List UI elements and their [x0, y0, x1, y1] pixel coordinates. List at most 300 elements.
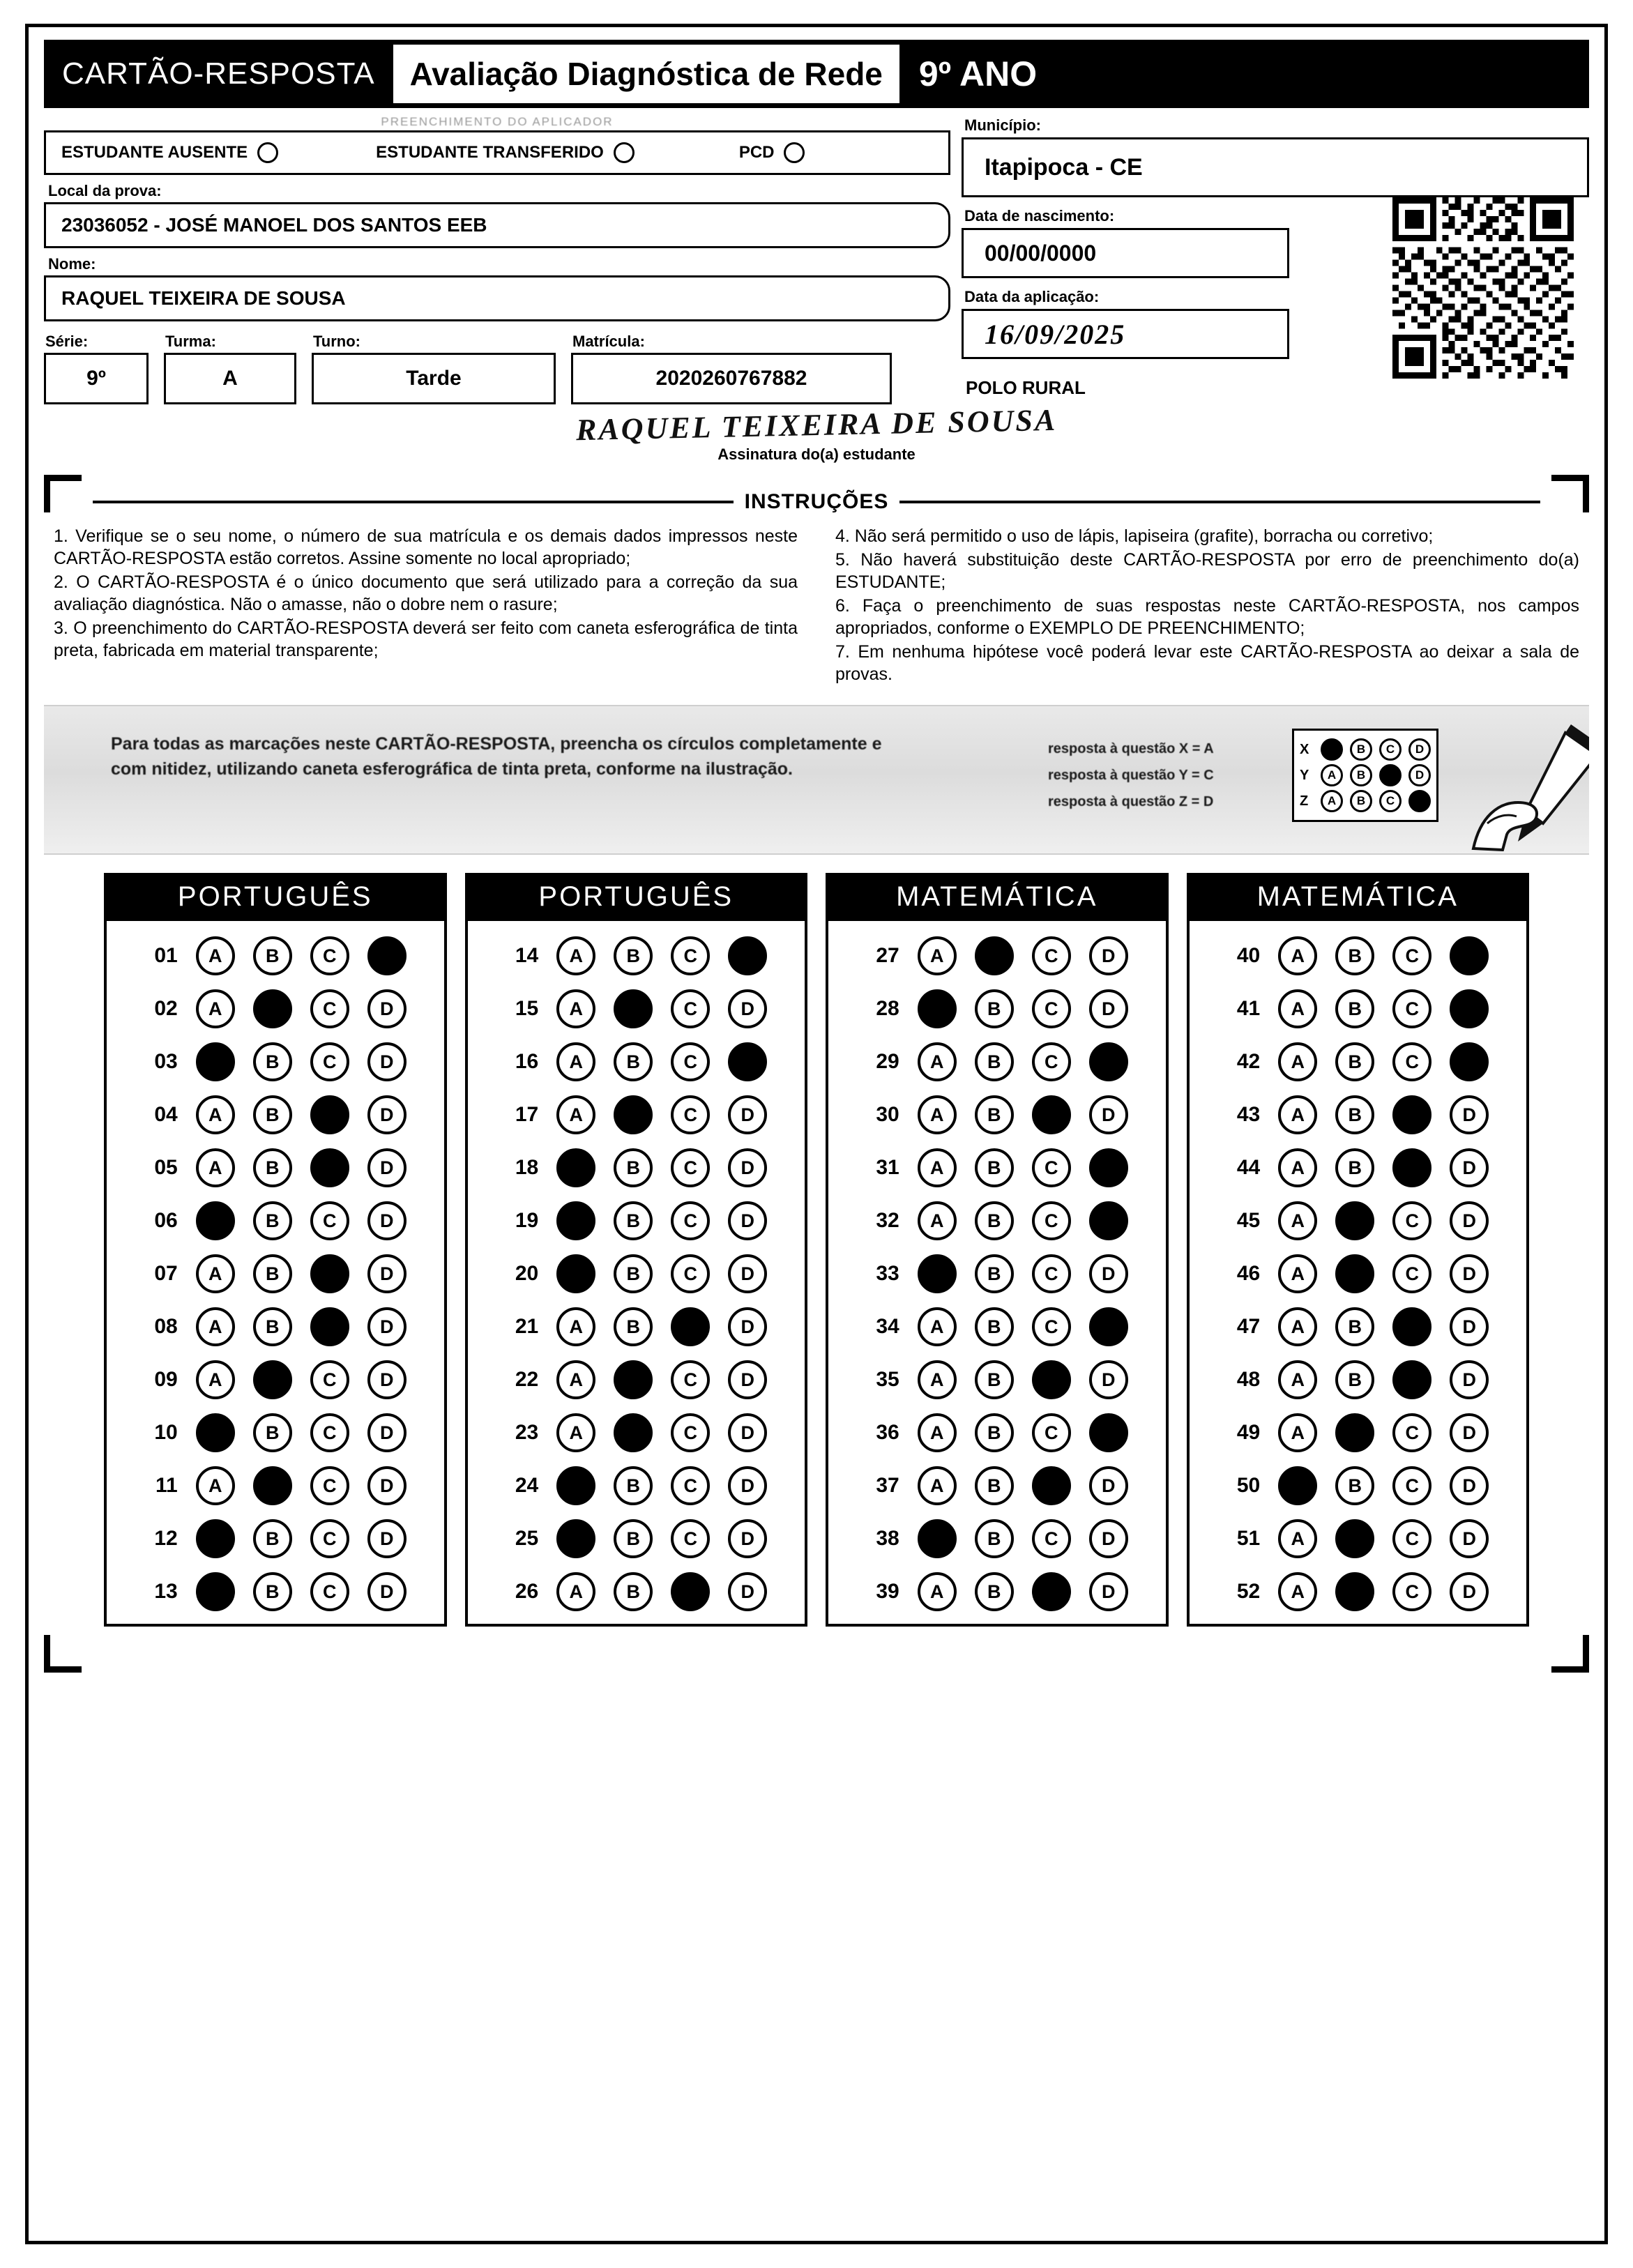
answer-bubble-c[interactable]: C: [671, 1360, 710, 1399]
answer-bubble-c[interactable]: C: [671, 1519, 710, 1558]
turma-cell: [164, 326, 296, 404]
answer-bubble-a[interactable]: A: [918, 936, 957, 975]
answer-column-3: [826, 873, 1169, 1627]
answer-bubble-c[interactable]: C: [1392, 1413, 1431, 1452]
answer-bubble-c[interactable]: C: [1032, 1572, 1071, 1611]
answer-bubble-b[interactable]: B: [253, 1307, 292, 1346]
turno-value: Tarde: [312, 353, 556, 404]
answer-row: [1197, 1148, 1520, 1187]
answer-bubble-a[interactable]: A: [196, 1201, 235, 1240]
answer-bubble-a[interactable]: A: [196, 1254, 235, 1293]
question-number: 04: [154, 1103, 178, 1126]
answer-bubble-a[interactable]: A: [556, 1148, 595, 1187]
question-number: 52: [1236, 1580, 1261, 1603]
answer-bubble-c[interactable]: C: [1392, 1307, 1431, 1346]
example-bubble: A: [1321, 764, 1343, 786]
answer-bubble-a[interactable]: A: [556, 1360, 595, 1399]
answer-bubble-b[interactable]: B: [975, 1413, 1014, 1452]
answer-bubble-a[interactable]: A: [196, 989, 235, 1028]
answer-bubble-c[interactable]: C: [671, 1254, 710, 1293]
answer-bubble-d[interactable]: D: [1089, 1201, 1128, 1240]
answer-bubble-c[interactable]: C: [1032, 1095, 1071, 1134]
answer-bubble-a[interactable]: A: [1278, 989, 1317, 1028]
answer-bubble-d[interactable]: D: [728, 1307, 767, 1346]
answer-bubble-c[interactable]: C: [1032, 936, 1071, 975]
answer-row: [1197, 1307, 1520, 1346]
answer-bubble-c[interactable]: C: [671, 1148, 710, 1187]
status-label-pcd: PCD: [738, 143, 775, 162]
answer-bubble-d[interactable]: D: [728, 1519, 767, 1558]
answer-bubble-d[interactable]: D: [367, 1042, 407, 1081]
answer-bubble-c[interactable]: C: [671, 1042, 710, 1081]
answer-bubble-c[interactable]: C: [1392, 1572, 1431, 1611]
answer-bubble-b[interactable]: B: [1335, 1254, 1374, 1293]
answer-bubble-b[interactable]: B: [1335, 989, 1374, 1028]
example-row-label: Y: [1300, 767, 1309, 783]
answer-bubble-b[interactable]: B: [975, 1572, 1014, 1611]
answer-bubble-a[interactable]: A: [1278, 1307, 1317, 1346]
answer-bubble-d[interactable]: D: [728, 1254, 767, 1293]
example-row-y: [1300, 764, 1431, 786]
answer-bubble-b[interactable]: B: [253, 1519, 292, 1558]
question-number: 36: [876, 1421, 899, 1444]
nome-value: RAQUEL TEIXEIRA DE SOUSA: [44, 275, 950, 321]
answer-bubble-d[interactable]: D: [367, 1095, 407, 1134]
answer-bubble-b[interactable]: B: [253, 1572, 292, 1611]
fill-example-legend: [1048, 736, 1214, 815]
answer-bubble-c[interactable]: C: [671, 1572, 710, 1611]
instructions-rule-right: [899, 501, 1540, 503]
answer-bubble-c[interactable]: C: [310, 1466, 349, 1505]
question-number: 43: [1236, 1103, 1261, 1126]
answer-bubble-c[interactable]: C: [1032, 1148, 1071, 1187]
answer-bubble-d[interactable]: D: [1450, 1360, 1489, 1399]
answer-bubble-b[interactable]: B: [1335, 1042, 1374, 1081]
answer-bubble-b[interactable]: B: [1335, 1572, 1374, 1611]
question-number: 10: [154, 1421, 178, 1444]
answer-bubble-d[interactable]: D: [367, 1466, 407, 1505]
answer-row: [475, 1413, 798, 1452]
answer-bubble-c[interactable]: C: [1032, 989, 1071, 1028]
answer-bubble-a[interactable]: A: [1278, 1201, 1317, 1240]
answer-bubble-a[interactable]: A: [918, 1360, 957, 1399]
answer-bubble-c[interactable]: C: [310, 936, 349, 975]
answer-bubble-c[interactable]: C: [1392, 1148, 1431, 1187]
answer-row: [475, 1254, 798, 1293]
answer-bubble-a[interactable]: A: [1278, 936, 1317, 975]
question-number: 32: [876, 1209, 899, 1232]
answer-bubble-a[interactable]: A: [196, 1572, 235, 1611]
answer-bubble-c[interactable]: C: [1032, 1413, 1071, 1452]
answer-bubble-d[interactable]: D: [1450, 1095, 1489, 1134]
answer-bubble-d[interactable]: D: [367, 1201, 407, 1240]
answer-bubble-d[interactable]: D: [1089, 936, 1128, 975]
answer-row: [475, 1095, 798, 1134]
answer-bubble-c[interactable]: C: [1392, 936, 1431, 975]
answer-bubble-c[interactable]: C: [1032, 1307, 1071, 1346]
answer-bubble-d[interactable]: D: [1089, 1519, 1128, 1558]
answer-bubble-b[interactable]: B: [1335, 1519, 1374, 1558]
answer-bubble-b[interactable]: B: [253, 1466, 292, 1505]
answer-row: [835, 1572, 1159, 1611]
answer-row: [1197, 1466, 1520, 1505]
status-option-absent[interactable]: [61, 142, 278, 163]
answer-bubble-b[interactable]: B: [253, 1413, 292, 1452]
answer-bubble-d[interactable]: D: [367, 1307, 407, 1346]
example-bubble: B: [1350, 790, 1372, 812]
example-row-z: [1300, 790, 1431, 812]
answer-bubble-b[interactable]: B: [975, 1360, 1014, 1399]
answer-bubble-d[interactable]: D: [728, 1148, 767, 1187]
answer-row: [114, 1254, 437, 1293]
answer-bubble-d[interactable]: D: [367, 1413, 407, 1452]
answer-bubble-c[interactable]: C: [1392, 1360, 1431, 1399]
answer-bubble-d[interactable]: D: [1450, 1466, 1489, 1505]
answer-bubble-b[interactable]: B: [975, 1148, 1014, 1187]
answer-bubble-b[interactable]: B: [614, 1413, 653, 1452]
answer-bubble-a[interactable]: A: [196, 1042, 235, 1081]
status-option-transferred[interactable]: [376, 142, 635, 163]
answer-bubble-c[interactable]: C: [1392, 1254, 1431, 1293]
answer-bubble-b[interactable]: B: [614, 1307, 653, 1346]
answer-bubble-a[interactable]: A: [196, 1413, 235, 1452]
instructions-title-row: [44, 475, 1589, 514]
answer-bubble-c[interactable]: C: [310, 1360, 349, 1399]
answer-row: [1197, 1572, 1520, 1611]
aplicacao-value: 16/09/2025: [962, 309, 1289, 359]
instruction-item: 5. Não haverá substituição deste CARTÃO-RESPOSTA por erro de preenchimento do(a) ESTUDANTE;: [835, 550, 1579, 592]
answer-bubble-d[interactable]: D: [367, 1572, 407, 1611]
answer-bubble-a[interactable]: A: [196, 1095, 235, 1134]
answer-bubble-a[interactable]: A: [196, 1148, 235, 1187]
fill-example-text: Para todas as marcações neste CARTÃO-RESPOSTA, preencha os círculos completamente e com nitidez, utilizando caneta esferográfica de tinta preta, conforme na ilustração.: [111, 734, 882, 779]
answer-bubble-b[interactable]: B: [975, 1519, 1014, 1558]
answer-column-1: [104, 873, 447, 1627]
answer-bubble-b[interactable]: B: [1335, 1201, 1374, 1240]
answer-bubble-d[interactable]: D: [728, 1095, 767, 1134]
answer-bubble-b[interactable]: B: [614, 1254, 653, 1293]
answer-column-title: MATEMÁTICA: [826, 873, 1169, 921]
answer-bubble-d[interactable]: D: [1089, 1413, 1128, 1452]
answer-bubble-b[interactable]: B: [253, 1148, 292, 1187]
question-number: 27: [876, 944, 899, 967]
answer-bubble-a[interactable]: A: [918, 1466, 957, 1505]
answer-bubble-a[interactable]: A: [556, 1572, 595, 1611]
answer-bubble-b[interactable]: B: [614, 1519, 653, 1558]
answer-bubble-b[interactable]: B: [253, 989, 292, 1028]
answer-bubble-b[interactable]: B: [1335, 1307, 1374, 1346]
answer-bubble-a[interactable]: A: [918, 1307, 957, 1346]
answer-bubble-a[interactable]: A: [556, 1042, 595, 1081]
answer-bubble-c[interactable]: C: [310, 1042, 349, 1081]
answer-bubble-c[interactable]: C: [671, 1466, 710, 1505]
answer-bubble-d[interactable]: D: [1450, 936, 1489, 975]
status-label-transferred: ESTUDANTE TRANSFERIDO: [376, 143, 604, 162]
answer-bubble-b[interactable]: B: [614, 1042, 653, 1081]
status-bubble-pcd[interactable]: [784, 142, 805, 163]
answer-bubble-b[interactable]: B: [253, 1254, 292, 1293]
answer-bubble-c[interactable]: C: [310, 1095, 349, 1134]
answer-bubble-b[interactable]: B: [614, 1201, 653, 1240]
answer-bubble-b[interactable]: B: [614, 936, 653, 975]
answer-bubble-d[interactable]: D: [1450, 989, 1489, 1028]
signature-caption: Assinatura do(a) estudante: [717, 446, 916, 463]
answer-bubble-b[interactable]: B: [614, 1148, 653, 1187]
answer-bubble-c[interactable]: C: [310, 1201, 349, 1240]
answer-bubble-c[interactable]: C: [310, 1254, 349, 1293]
answer-bubble-d[interactable]: D: [1450, 1413, 1489, 1452]
answer-bubble-c[interactable]: C: [310, 1148, 349, 1187]
answer-bubble-d[interactable]: D: [728, 1042, 767, 1081]
answer-bubble-a[interactable]: A: [196, 1307, 235, 1346]
answer-bubble-d[interactable]: D: [728, 1572, 767, 1611]
answer-bubble-a[interactable]: A: [556, 1254, 595, 1293]
serie-label: Série:: [45, 333, 89, 350]
status-bubble-absent[interactable]: [257, 142, 278, 163]
answer-bubble-d[interactable]: D: [1089, 989, 1128, 1028]
local-value: 23036052 - JOSÉ MANOEL DOS SANTOS EEB: [44, 202, 950, 248]
question-number: 01: [154, 944, 178, 967]
answer-bubble-b[interactable]: B: [614, 1360, 653, 1399]
answer-bubble-d[interactable]: D: [728, 1201, 767, 1240]
nascimento-label: Data de nascimento:: [964, 207, 1115, 224]
example-bubble: C: [1379, 738, 1402, 761]
answer-bubble-d[interactable]: D: [1089, 1254, 1128, 1293]
question-number: 34: [876, 1315, 899, 1338]
answer-bubble-d[interactable]: D: [1089, 1042, 1128, 1081]
answer-bubble-d[interactable]: D: [728, 1360, 767, 1399]
answer-bubble-b[interactable]: B: [1335, 1148, 1374, 1187]
answer-bubble-d[interactable]: D: [728, 1413, 767, 1452]
answer-bubble-c[interactable]: C: [1392, 1095, 1431, 1134]
question-number: 39: [876, 1580, 899, 1603]
answer-bubble-c[interactable]: C: [310, 989, 349, 1028]
answer-bubble-a[interactable]: A: [1278, 1148, 1317, 1187]
example-bubble: D: [1408, 790, 1431, 812]
answer-bubble-c[interactable]: C: [671, 1307, 710, 1346]
applicator-status-row: [44, 130, 950, 175]
answer-bubble-a[interactable]: A: [556, 1201, 595, 1240]
answer-bubble-a[interactable]: A: [556, 1095, 595, 1134]
answer-bubble-c[interactable]: C: [1032, 1042, 1071, 1081]
answer-column-body: [465, 921, 808, 1627]
answer-bubble-b[interactable]: B: [614, 1572, 653, 1611]
answer-bubble-a[interactable]: A: [556, 1466, 595, 1505]
example-row-label: X: [1300, 741, 1309, 757]
answer-bubble-b[interactable]: B: [253, 1201, 292, 1240]
answer-bubble-d[interactable]: D: [1450, 1307, 1489, 1346]
answer-row: [835, 989, 1159, 1028]
answer-bubble-c[interactable]: C: [1392, 1466, 1431, 1505]
answer-bubble-a[interactable]: A: [1278, 1095, 1317, 1134]
answer-bubble-a[interactable]: A: [1278, 1042, 1317, 1081]
answer-bubble-d[interactable]: D: [1450, 1254, 1489, 1293]
answer-bubble-c[interactable]: C: [1032, 1466, 1071, 1505]
answer-bubble-c[interactable]: C: [1392, 989, 1431, 1028]
question-number: 12: [154, 1527, 178, 1550]
answer-bubble-b[interactable]: B: [975, 1201, 1014, 1240]
answer-row: [114, 989, 437, 1028]
answer-bubble-d[interactable]: D: [1089, 1095, 1128, 1134]
answer-bubble-c[interactable]: C: [1392, 1042, 1431, 1081]
serie-value: 9º: [44, 353, 149, 404]
answer-bubble-d[interactable]: D: [728, 1466, 767, 1505]
answer-bubble-a[interactable]: A: [918, 1148, 957, 1187]
answer-bubble-b[interactable]: B: [614, 1466, 653, 1505]
question-number: 11: [155, 1474, 178, 1497]
answer-bubble-a[interactable]: A: [1278, 1572, 1317, 1611]
answer-bubble-c[interactable]: C: [671, 936, 710, 975]
answer-bubble-a[interactable]: A: [918, 1572, 957, 1611]
answer-bubble-c[interactable]: C: [310, 1413, 349, 1452]
answer-bubble-b[interactable]: B: [975, 1254, 1014, 1293]
answer-bubble-b[interactable]: B: [1335, 1413, 1374, 1452]
identification-right-column: [962, 115, 1589, 404]
answer-bubble-a[interactable]: A: [1278, 1413, 1317, 1452]
answer-bubble-a[interactable]: A: [918, 1042, 957, 1081]
answer-row: [1197, 1201, 1520, 1240]
answer-bubble-b[interactable]: B: [253, 1042, 292, 1081]
answer-row: [1197, 1095, 1520, 1134]
answer-bubble-d[interactable]: D: [728, 936, 767, 975]
header-left-title: CARTÃO-RESPOSTA: [44, 40, 393, 108]
status-bubble-transferred[interactable]: [614, 142, 635, 163]
answer-bubble-a[interactable]: A: [918, 1519, 957, 1558]
question-number: 51: [1236, 1527, 1261, 1550]
answer-row: [835, 1042, 1159, 1081]
answer-bubble-c[interactable]: C: [1032, 1201, 1071, 1240]
answer-bubble-b[interactable]: B: [1335, 1466, 1374, 1505]
answer-bubble-d[interactable]: D: [367, 1254, 407, 1293]
question-number: 09: [154, 1368, 178, 1391]
answer-bubble-a[interactable]: A: [918, 1095, 957, 1134]
answer-bubble-a[interactable]: A: [196, 936, 235, 975]
fill-example-strip: [44, 705, 1589, 855]
bottom-registration-marks: [44, 1631, 1589, 1673]
answer-bubble-d[interactable]: D: [1089, 1466, 1128, 1505]
answer-row: [835, 1519, 1159, 1558]
answer-bubble-c[interactable]: C: [310, 1307, 349, 1346]
answer-bubble-a[interactable]: A: [196, 1519, 235, 1558]
answer-bubble-a[interactable]: A: [556, 1307, 595, 1346]
answer-bubble-d[interactable]: D: [1450, 1572, 1489, 1611]
answer-bubble-a[interactable]: A: [1278, 1519, 1317, 1558]
answer-bubble-d[interactable]: D: [1089, 1307, 1128, 1346]
answer-bubble-d[interactable]: D: [367, 1148, 407, 1187]
answer-column-body: [826, 921, 1169, 1627]
answer-bubble-a[interactable]: A: [1278, 1254, 1317, 1293]
answer-bubble-a[interactable]: A: [1278, 1360, 1317, 1399]
answer-bubble-b[interactable]: B: [1335, 1095, 1374, 1134]
answer-bubble-c[interactable]: C: [1032, 1360, 1071, 1399]
answer-bubble-c[interactable]: C: [310, 1572, 349, 1611]
question-number: 29: [876, 1050, 899, 1073]
header-grade: 9º ANO: [899, 40, 1056, 108]
answer-bubble-d[interactable]: D: [1450, 1201, 1489, 1240]
instructions-block: [44, 475, 1589, 687]
answer-bubble-d[interactable]: D: [1089, 1360, 1128, 1399]
legend-line: resposta à questão Z = D: [1048, 794, 1214, 809]
answer-bubble-c[interactable]: C: [671, 1413, 710, 1452]
answer-bubble-d[interactable]: D: [367, 936, 407, 975]
question-number: 23: [515, 1421, 539, 1444]
answer-row: [835, 1307, 1159, 1346]
answer-bubble-a[interactable]: A: [918, 1413, 957, 1452]
answer-bubble-a[interactable]: A: [556, 936, 595, 975]
answer-bubble-c[interactable]: C: [671, 989, 710, 1028]
answer-bubble-c[interactable]: C: [671, 1201, 710, 1240]
answer-row: [1197, 1254, 1520, 1293]
answer-bubble-c[interactable]: C: [1032, 1254, 1071, 1293]
answer-bubble-a[interactable]: A: [918, 989, 957, 1028]
header-exam-title: Avaliação Diagnóstica de Rede: [393, 45, 899, 103]
answer-bubble-d[interactable]: D: [1089, 1148, 1128, 1187]
answer-bubble-b[interactable]: B: [253, 1095, 292, 1134]
answer-bubble-a[interactable]: A: [196, 1466, 235, 1505]
answer-bubble-d[interactable]: D: [367, 1519, 407, 1558]
answer-bubble-a[interactable]: A: [556, 989, 595, 1028]
answer-bubble-a[interactable]: A: [918, 1254, 957, 1293]
answer-row: [114, 1201, 437, 1240]
answer-bubble-c[interactable]: C: [1392, 1519, 1431, 1558]
question-number: 48: [1236, 1368, 1261, 1391]
answer-bubble-c[interactable]: C: [1392, 1201, 1431, 1240]
status-option-pcd[interactable]: [739, 142, 805, 163]
answer-bubble-b[interactable]: B: [253, 936, 292, 975]
answer-bubble-b[interactable]: B: [1335, 936, 1374, 975]
answer-bubble-d[interactable]: D: [367, 1360, 407, 1399]
question-number: 45: [1236, 1209, 1261, 1232]
answer-bubble-c[interactable]: C: [1032, 1519, 1071, 1558]
answer-bubble-b[interactable]: B: [975, 1042, 1014, 1081]
answer-bubble-b[interactable]: B: [975, 1095, 1014, 1134]
answer-bubble-d[interactable]: D: [367, 989, 407, 1028]
question-number: 19: [515, 1209, 539, 1232]
answer-bubble-b[interactable]: B: [975, 989, 1014, 1028]
answer-row: [835, 1148, 1159, 1187]
answer-bubble-b[interactable]: B: [975, 936, 1014, 975]
answer-bubble-a[interactable]: A: [918, 1201, 957, 1240]
question-number: 35: [876, 1368, 899, 1391]
answer-bubble-a[interactable]: A: [556, 1413, 595, 1452]
nome-label: Nome:: [48, 255, 96, 273]
answer-bubble-b[interactable]: B: [253, 1360, 292, 1399]
answer-bubble-a[interactable]: A: [1278, 1466, 1317, 1505]
answer-row: [475, 936, 798, 975]
answer-bubble-a[interactable]: A: [196, 1360, 235, 1399]
identification-left-column: [44, 115, 950, 404]
answer-bubble-c[interactable]: C: [671, 1095, 710, 1134]
answer-bubble-d[interactable]: D: [728, 989, 767, 1028]
answer-bubble-d[interactable]: D: [1450, 1519, 1489, 1558]
answer-bubble-a[interactable]: A: [556, 1519, 595, 1558]
status-label-absent: ESTUDANTE AUSENTE: [61, 143, 248, 162]
answer-bubble-c[interactable]: C: [310, 1519, 349, 1558]
registration-corner-bottom-right: [1551, 1635, 1589, 1673]
answer-row: [475, 1466, 798, 1505]
answer-bubble-b[interactable]: B: [614, 1095, 653, 1134]
answer-bubble-d[interactable]: D: [1450, 1148, 1489, 1187]
answer-bubble-b[interactable]: B: [614, 989, 653, 1028]
answer-bubble-b[interactable]: B: [975, 1466, 1014, 1505]
answer-bubble-b[interactable]: B: [975, 1307, 1014, 1346]
answer-bubble-b[interactable]: B: [1335, 1360, 1374, 1399]
instruction-item: 2. O CARTÃO-RESPOSTA é o único documento que será utilizado para a correção da sua avaliação diagnóstica. Não o amasse, não o dobre nem o rasure;: [54, 572, 798, 614]
example-row-label: Z: [1300, 793, 1309, 809]
answer-row: [114, 1519, 437, 1558]
answer-bubble-d[interactable]: D: [1089, 1572, 1128, 1611]
answer-bubble-d[interactable]: D: [1450, 1042, 1489, 1081]
